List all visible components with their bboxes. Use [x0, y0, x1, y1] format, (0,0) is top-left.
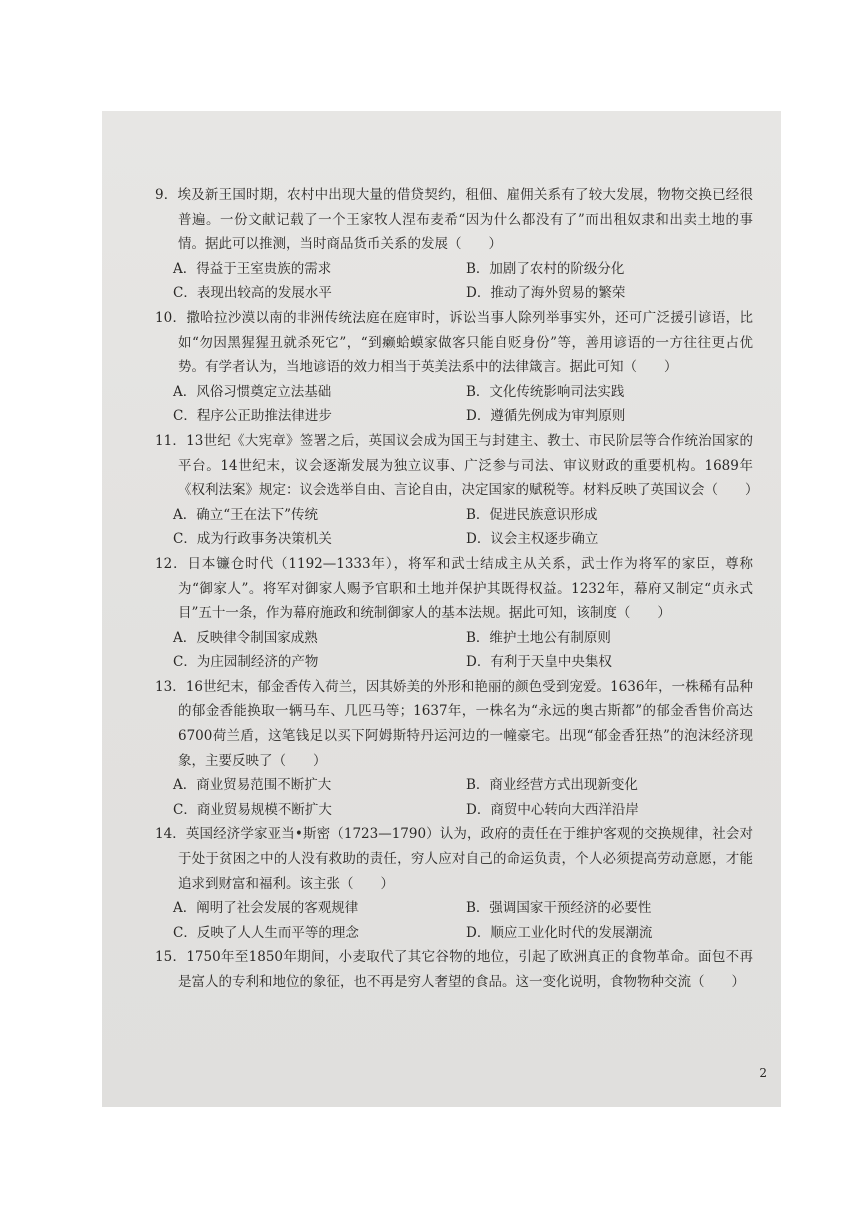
option-d: D．有利于天皇中央集权 — [466, 654, 612, 671]
option-c: C．反映了人人生而平等的理念 — [173, 924, 359, 941]
question-stem: 9．埃及新王国时期，农村中出现大量的借贷契约，租佃、雇佣关系有了较大发展，物物交换已经很普遍。一份文献记载了一个王家牧人涅布麦希“因为什么都没有了”而出租奴隶和出卖土地的事情。据此可以推测，当时商品货币关系的发展（ ） — [155, 187, 753, 253]
question-12 — [138, 552, 753, 675]
exam-page — [102, 111, 781, 1107]
question-stem: 15．1750年至1850年期间，小麦取代了其它谷物的地位，引起了欧洲真正的食物革命。面包不再是富人的专利和地位的象征，也不再是穷人奢望的食品。这一变化说明，食物物种交流（ ） — [155, 949, 753, 990]
option-grid — [138, 257, 753, 306]
option-b: B．文化传统影响司法实践 — [466, 383, 625, 400]
question-stem: 11．13世纪《大宪章》签署之后，英国议会成为国王与封建主、教士、市民阶层等合作统治国家的平台。14世纪末，议会逐渐发展为独立议事、广泛参与司法、审议财政的重要机构。1689年《权利法案》规定：议会选举自由、言论自由，决定国家的赋税等。材料反映了英国议会（ ） — [155, 432, 759, 499]
option-b: B．维护土地公有制原则 — [466, 629, 611, 646]
question-14 — [138, 822, 753, 945]
question-list — [138, 183, 759, 995]
option-grid — [138, 896, 753, 945]
option-b: B．加剧了农村的阶级分化 — [466, 260, 625, 277]
option-c: C．为庄园制经济的产物 — [173, 654, 319, 671]
option-d: D．推动了海外贸易的繁荣 — [466, 285, 626, 302]
question-10 — [138, 306, 753, 429]
option-a: A．反映律令制国家成熟 — [173, 629, 318, 646]
option-grid — [138, 503, 753, 552]
page-number: 2 — [759, 1066, 767, 1080]
option-c: C．程序公正助推法律进步 — [173, 408, 332, 425]
option-c: C．成为行政事务决策机关 — [173, 531, 332, 548]
option-c: C．商业贸易规模不断扩大 — [173, 801, 332, 818]
option-grid — [138, 380, 753, 429]
option-d: D．议会主权逐步确立 — [466, 531, 599, 548]
question-11 — [138, 429, 759, 552]
question-stem: 14．英国经济学家亚当•斯密（1723—1790）认为，政府的责任在于维护客观的交换规律，社会对于处于贫困之中的人没有救助的责任，穷人应对自己的命运负责，个人必须提高劳动意愿，才能追求到财富和福利。该主张（ ） — [155, 826, 753, 892]
option-d: D．遵循先例成为审判原则 — [466, 408, 626, 425]
option-a: A．商业贸易范围不断扩大 — [173, 777, 332, 794]
option-a: A．阐明了社会发展的客观规律 — [173, 900, 359, 917]
option-b: B．强调国家干预经济的必要性 — [466, 900, 652, 917]
question-13 — [138, 675, 753, 823]
option-d: D．商贸中心转向大西洋沿岸 — [466, 801, 639, 818]
question-15 — [138, 945, 753, 994]
question-stem: 10．撒哈拉沙漠以南的非洲传统法庭在庭审时，诉讼当事人除列举事实外，还可广泛援引谚语，比如“勿因黑猩猩丑就杀死它”，“到癞蛤蟆家做客只能自贬身份”等，善用谚语的一方往往更占优势。有学者认为，当地谚语的效力相当于英美法系中的法律箴言。据此可知（ ） — [155, 309, 753, 376]
question-stem: 12．日本镰仓时代（1192—1333年），将军和武士结成主从关系，武士作为将军的家臣，尊称为“御家人”。将军对御家人赐予官职和土地并保护其既得权益。1232年，幕府又制定“贞永式目”五十一条，作为幕府施政和统制御家人的基本法规。据此可知，该制度（ ） — [155, 555, 753, 622]
option-c: C．表现出较高的发展水平 — [173, 285, 332, 302]
option-a: A．风俗习惯奠定立法基础 — [173, 383, 332, 400]
option-a: A．得益于王室贵族的需求 — [173, 260, 332, 277]
option-a: A．确立“王在法下”传统 — [173, 506, 319, 523]
option-d: D．顺应工业化时代的发展潮流 — [466, 924, 653, 941]
question-stem: 13．16世纪末，郁金香传入荷兰，因其娇美的外形和艳丽的颜色受到宠爱。1636年，一株稀有品种的郁金香能换取一辆马车、几匹马等；1637年，一株名为“永远的奥古斯都”的郁金香售价高达6700荷兰盾，这笔钱足以买下阿姆斯特丹运河边的一幢豪宅。出现“郁金香狂热”的泡沫经济现象，主要反映了（ ） — [155, 678, 753, 769]
option-grid — [138, 626, 753, 675]
option-b: B．商业经营方式出现新变化 — [466, 777, 638, 794]
question-9 — [138, 183, 753, 306]
option-b: B．促进民族意识形成 — [466, 506, 598, 523]
option-grid — [138, 773, 753, 822]
